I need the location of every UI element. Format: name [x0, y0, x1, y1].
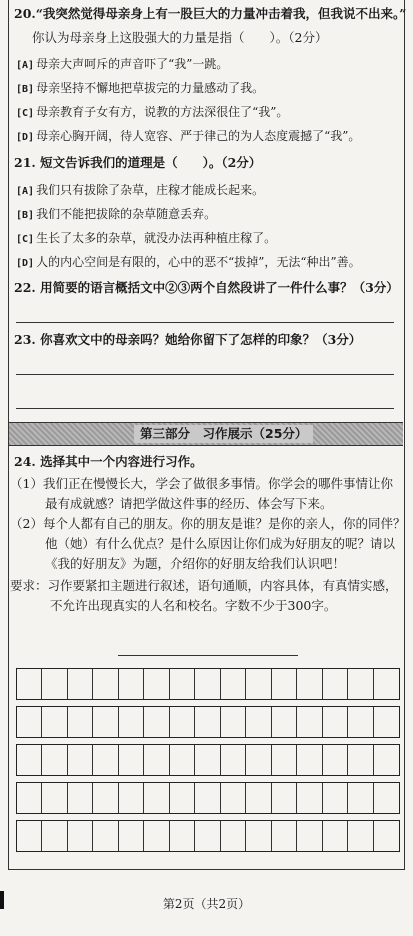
grid-cell[interactable]	[297, 821, 322, 851]
q24-item2-line2: 他（她）有什么优点？是什么原因让你们成为好朋友的呢？请以	[45, 536, 396, 551]
section3-title: 第三部分 习作展示（25分）	[134, 425, 313, 443]
q20-option-d[interactable]	[16, 128, 360, 146]
q21-option-a[interactable]	[16, 182, 264, 200]
grid-cell[interactable]	[170, 821, 195, 851]
grid-cell[interactable]	[246, 745, 271, 775]
grid-cell[interactable]	[93, 745, 118, 775]
grid-cell[interactable]	[272, 783, 297, 813]
grid-cell[interactable]	[348, 707, 373, 737]
grid-cell[interactable]	[374, 745, 399, 775]
q20-stem: 20.“我突然觉得母亲身上有一股巨大的力量冲击着我，但我说不出来。”	[14, 6, 407, 21]
grid-cell[interactable]	[144, 707, 169, 737]
option-key: [A]	[16, 60, 35, 71]
grid-cell[interactable]	[119, 669, 144, 699]
grid-cell[interactable]	[68, 707, 93, 737]
grid-cell[interactable]	[144, 783, 169, 813]
grid-cell[interactable]	[93, 707, 118, 737]
grid-cell[interactable]	[348, 669, 373, 699]
grid-cell[interactable]	[195, 821, 220, 851]
section3-header-band	[9, 422, 403, 446]
grid-cell[interactable]	[246, 669, 271, 699]
q21-option-c[interactable]	[16, 230, 276, 248]
grid-cell[interactable]	[68, 821, 93, 851]
grid-cell[interactable]	[246, 821, 271, 851]
writing-grid-row-3[interactable]	[16, 744, 400, 776]
q24-item2-line3: 《我的好朋友》为题，介绍你的好朋友给我们认识吧！	[45, 556, 346, 571]
grid-cell[interactable]	[119, 783, 144, 813]
q20-option-a[interactable]	[16, 56, 228, 74]
grid-cell[interactable]	[42, 707, 67, 737]
option-text: 母亲心胸开阔，待人宽容、严于律己的为人态度震撼了“我”。	[36, 129, 361, 143]
grid-cell[interactable]	[221, 745, 246, 775]
grid-cell[interactable]	[221, 707, 246, 737]
grid-cell[interactable]	[170, 783, 195, 813]
grid-cell[interactable]	[374, 821, 399, 851]
grid-cell[interactable]	[68, 669, 93, 699]
q20-option-c[interactable]	[16, 104, 288, 122]
q21-option-d[interactable]	[16, 254, 361, 272]
grid-cell[interactable]	[374, 783, 399, 813]
page-number: 第2页（共2页）	[162, 897, 251, 911]
q23-stem: 23. 你喜欢文中的母亲吗？她给你留下了怎样的印象？（3分）	[14, 332, 362, 347]
q20-prompt: 你认为母亲身上这股强大的力量是指（ ）。（2分）	[32, 30, 328, 45]
grid-cell[interactable]	[297, 669, 322, 699]
grid-cell[interactable]	[42, 669, 67, 699]
grid-cell[interactable]	[246, 783, 271, 813]
option-key: [D]	[16, 132, 35, 143]
grid-cell[interactable]	[221, 821, 246, 851]
grid-cell[interactable]	[144, 821, 169, 851]
grid-cell[interactable]	[221, 783, 246, 813]
q24-item2-line1: （2）每个人都有自己的朋友。你的朋友是谁？是你的亲人，你的同伴？	[10, 516, 406, 531]
grid-cell[interactable]	[68, 745, 93, 775]
grid-cell[interactable]	[195, 745, 220, 775]
grid-cell[interactable]	[119, 821, 144, 851]
grid-cell[interactable]	[272, 707, 297, 737]
option-key: [D]	[16, 258, 35, 269]
grid-cell[interactable]	[93, 783, 118, 813]
q22-answer-line[interactable]	[16, 322, 394, 323]
grid-cell[interactable]	[272, 669, 297, 699]
grid-cell[interactable]	[17, 669, 42, 699]
q20-option-b[interactable]	[16, 80, 264, 98]
option-key: [C]	[16, 234, 35, 245]
grid-cell[interactable]	[323, 745, 348, 775]
writing-grid-row-1[interactable]	[16, 668, 400, 700]
writing-grid-row-5[interactable]	[16, 820, 400, 852]
q22-stem: 22. 用简要的语言概括文中②③两个自然段讲了一件什么事？（3分）	[14, 280, 399, 295]
option-text: 我们不能把拔除的杂草随意丢弃。	[36, 207, 217, 221]
option-text: 我们只有拔除了杂草，庄稼才能成长起来。	[36, 183, 265, 197]
q24-item1-line2: 最有成就感？请把学做这件事的经历、体会写下来。	[45, 496, 333, 511]
q23-answer-line-1[interactable]	[16, 374, 394, 375]
grid-cell[interactable]	[195, 669, 220, 699]
writing-grid-row-2[interactable]	[16, 706, 400, 738]
q21-stem: 21. 短文告诉我们的道理是（ ）。（2分）	[14, 155, 262, 170]
q24-requirement-line1: 要求：习作要紧扣主题进行叙述，语句通顺，内容具体，有真情实感，	[10, 578, 398, 593]
option-key: [B]	[16, 210, 35, 221]
grid-cell[interactable]	[348, 821, 373, 851]
grid-cell[interactable]	[144, 669, 169, 699]
grid-cell[interactable]	[93, 821, 118, 851]
grid-cell[interactable]	[297, 783, 322, 813]
grid-cell[interactable]	[323, 821, 348, 851]
q24-stem: 24. 选择其中一个内容进行习作。	[14, 454, 203, 469]
grid-cell[interactable]	[170, 745, 195, 775]
option-text: 母亲教育子女有方，说教的方法深很住了“我”。	[36, 105, 289, 119]
grid-cell[interactable]	[374, 669, 399, 699]
q24-item1-line1: （1）我们正在慢慢长大，学会了做很多事情。你学会的哪件事情让你	[10, 476, 393, 491]
grid-cell[interactable]	[323, 669, 348, 699]
grid-cell[interactable]	[42, 745, 67, 775]
grid-cell[interactable]	[17, 821, 42, 851]
grid-cell[interactable]	[297, 745, 322, 775]
grid-cell[interactable]	[195, 783, 220, 813]
grid-cell[interactable]	[374, 707, 399, 737]
grid-cell[interactable]	[195, 707, 220, 737]
option-text: 人的内心空间是有限的，心中的恶不“拔掉”，无法“种出”善。	[36, 255, 361, 269]
option-text: 母亲大声呵斥的声音吓了“我”一跳。	[36, 57, 229, 71]
grid-cell[interactable]	[119, 707, 144, 737]
grid-cell[interactable]	[348, 783, 373, 813]
option-text: 母亲坚持不懈地把草拔完的力量感动了我。	[36, 81, 265, 95]
grid-cell[interactable]	[348, 745, 373, 775]
grid-cell[interactable]	[17, 783, 42, 813]
q23-answer-line-2[interactable]	[16, 408, 394, 409]
grid-cell[interactable]	[170, 669, 195, 699]
grid-cell[interactable]	[68, 783, 93, 813]
grid-cell[interactable]	[297, 707, 322, 737]
option-key: [C]	[16, 108, 35, 119]
grid-cell[interactable]	[17, 745, 42, 775]
writing-grid-row-4[interactable]	[16, 782, 400, 814]
grid-cell[interactable]	[272, 745, 297, 775]
grid-cell[interactable]	[144, 745, 169, 775]
grid-cell[interactable]	[42, 783, 67, 813]
grid-cell[interactable]	[17, 707, 42, 737]
grid-cell[interactable]	[42, 821, 67, 851]
q21-option-b[interactable]	[16, 206, 216, 224]
grid-cell[interactable]	[323, 707, 348, 737]
grid-cell[interactable]	[221, 669, 246, 699]
grid-cell[interactable]	[246, 707, 271, 737]
grid-cell[interactable]	[119, 745, 144, 775]
option-key: [A]	[16, 186, 35, 197]
grid-cell[interactable]	[323, 783, 348, 813]
option-key: [B]	[16, 84, 35, 95]
option-text: 生长了太多的杂草，就没办法再种植庄稼了。	[36, 231, 277, 245]
essay-title-line[interactable]	[118, 655, 298, 656]
q24-requirement-line2: 不允许出现真实的人名和校名。字数不少于300字。	[50, 598, 337, 613]
grid-cell[interactable]	[170, 707, 195, 737]
grid-cell[interactable]	[272, 821, 297, 851]
grid-cell[interactable]	[93, 669, 118, 699]
